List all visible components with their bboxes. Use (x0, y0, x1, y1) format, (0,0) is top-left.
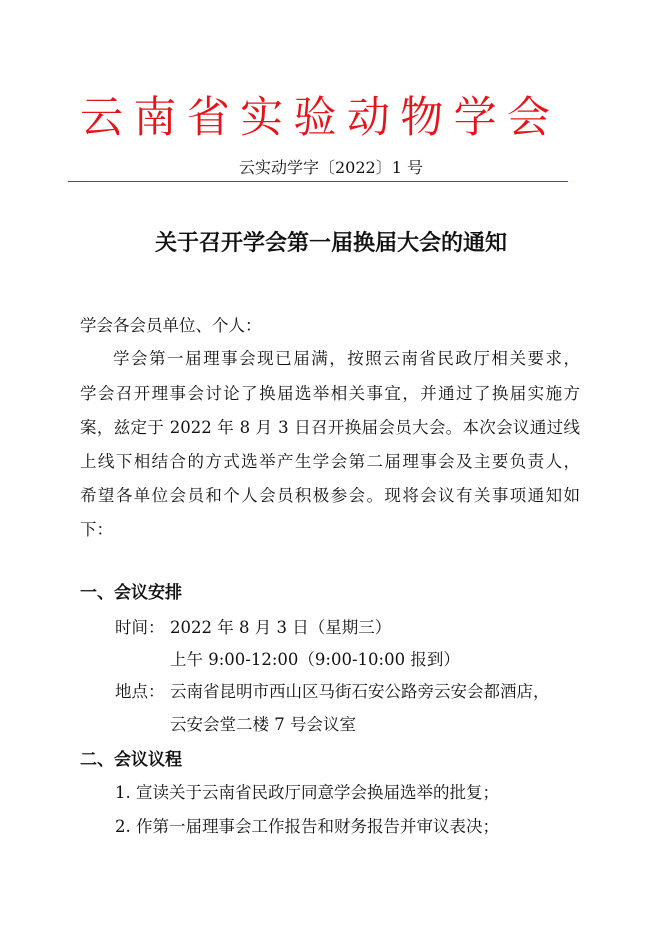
place-label: 地点： (115, 682, 165, 701)
body-line: 上线下相结合的方式选举产生学会第二届理事会及主要负责人， (80, 452, 580, 471)
section-heading-arrangement: 一、会议安排 (80, 583, 182, 603)
body-line: 学会召开理事会讨论了换届选举相关事宜，并通过了换届实施方 (80, 384, 580, 403)
time-label: 时间： (115, 618, 165, 637)
agenda-item: 2. 作第一届理事会工作报告和财务报告并审议表决； (115, 817, 499, 836)
time-hours: 上午 9:00-12:00（9:00-10:00 报到） (170, 650, 460, 669)
place-room: 云安会堂二楼 7 号会议室 (170, 715, 356, 734)
agenda-item: 1. 宣读关于云南省民政厅同意学会换届选举的批复； (115, 783, 499, 802)
document-title: 关于召开学会第一届换届大会的通知 (154, 230, 507, 256)
salutation: 学会各会员单位、个人： (80, 316, 262, 335)
red-divider (68, 181, 568, 182)
body-line: 下： (80, 520, 113, 539)
body-line: 案，兹定于 2022 年 8 月 3 日召开换届会员大会。本次会议通过线 (80, 418, 580, 437)
body-line: 学会第一届理事会现已届满，按照云南省民政厅相关要求， (113, 349, 580, 368)
place-address: 云南省昆明市西山区马街石安公路旁云安会都酒店， (170, 682, 550, 701)
body-line: 希望各单位会员和个人会员积极参会。现将会议有关事项通知如 (80, 486, 580, 505)
time-date: 2022 年 8 月 3 日（星期三） (170, 618, 392, 637)
document-number: 云实动学字〔2022〕1 号 (239, 158, 423, 177)
organization-name: 云南省实验动物学会 (80, 93, 550, 143)
section-heading-agenda: 二、会议议程 (80, 750, 182, 770)
